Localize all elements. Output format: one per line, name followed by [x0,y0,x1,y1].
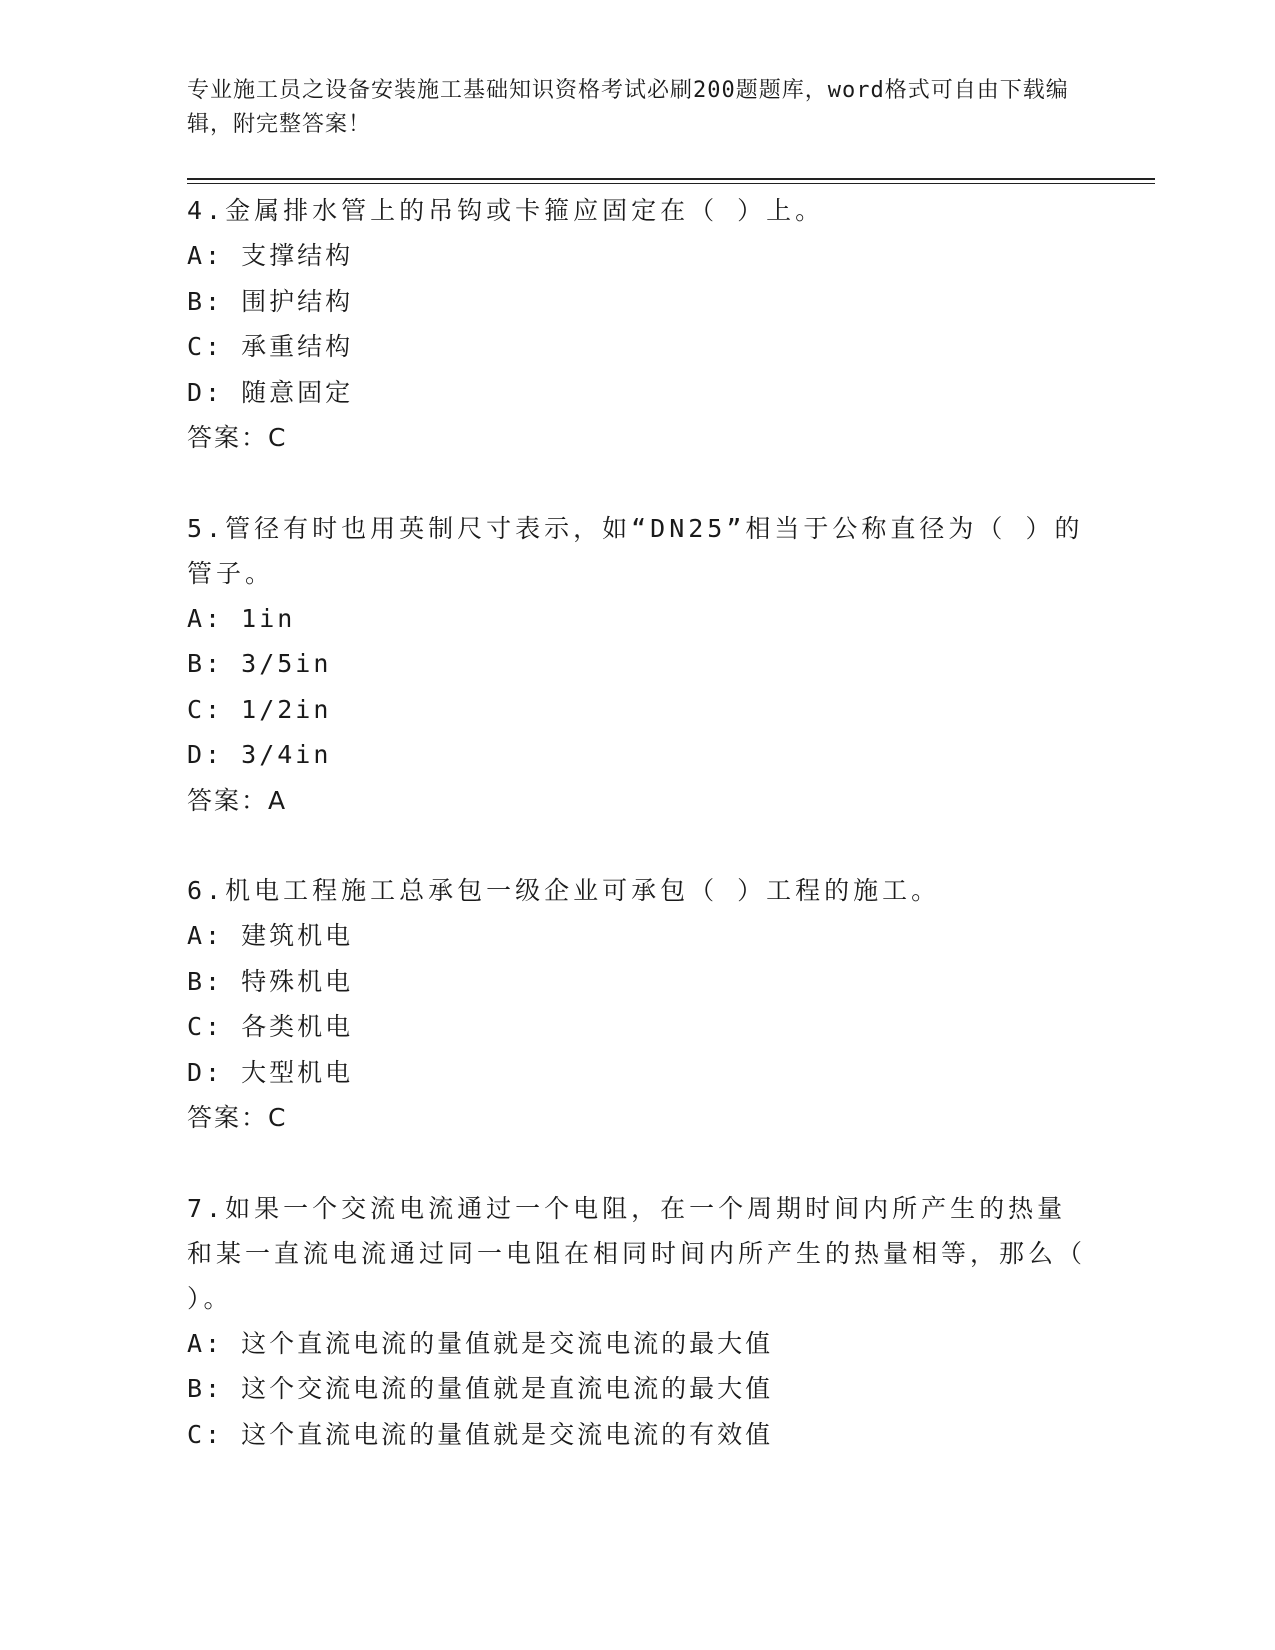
option-d: D: 3/4in [187,740,332,769]
option-b: B: 3/5in [187,649,332,678]
option-a: A: 支撑结构 [187,241,354,270]
option-a: A: 这个直流电流的量值就是交流电流的最大值 [187,1328,774,1358]
document-header: 专业施工员之设备安装施工基础知识资格考试必刷200题题库，word格式可自由下载编辑，附完整答案！ [187,78,1069,137]
header-divider-thin [187,183,1155,184]
question-5 [187,506,1087,824]
header-divider-thick [187,178,1155,180]
question-6 [187,868,1087,1141]
answer: 答案：C [187,423,288,452]
question-text: 7.如果一个交流电流通过一个电阻，在一个周期时间内所产生的热量和某一直流电流通过同一电阻在相同时间内所产生的热量相等，那么（ ）。 [187,1193,1087,1313]
question-text: 5.管径有时也用英制尺寸表示，如“DN25”相当于公称直径为（ ）的管子。 [187,513,1084,588]
option-b: B: 特殊机电 [187,966,354,996]
option-c: C: 承重结构 [187,332,354,361]
question-4 [187,188,1087,461]
option-c: C: 这个直流电流的量值就是交流电流的有效值 [187,1419,774,1449]
option-a: A: 1in [187,603,296,633]
option-d: D: 大型机电 [187,1057,354,1087]
option-d: D: 随意固定 [187,377,354,407]
question-7 [187,1186,1087,1458]
answer: 答案：A [187,785,288,815]
option-b: B: 围护结构 [187,286,354,316]
question-text: 4.金属排水管上的吊钩或卡箍应固定在（ ）上。 [187,196,825,225]
option-c: C: 各类机电 [187,1012,354,1041]
option-b: B: 这个交流电流的量值就是直流电流的最大值 [187,1374,774,1403]
option-a: A: 建筑机电 [187,921,354,950]
answer: 答案：C [187,1103,288,1132]
option-c: C: 1/2in [187,694,332,724]
question-text: 6.机电工程施工总承包一级企业可承包（ ）工程的施工。 [187,876,941,905]
question-list [187,188,1087,1502]
